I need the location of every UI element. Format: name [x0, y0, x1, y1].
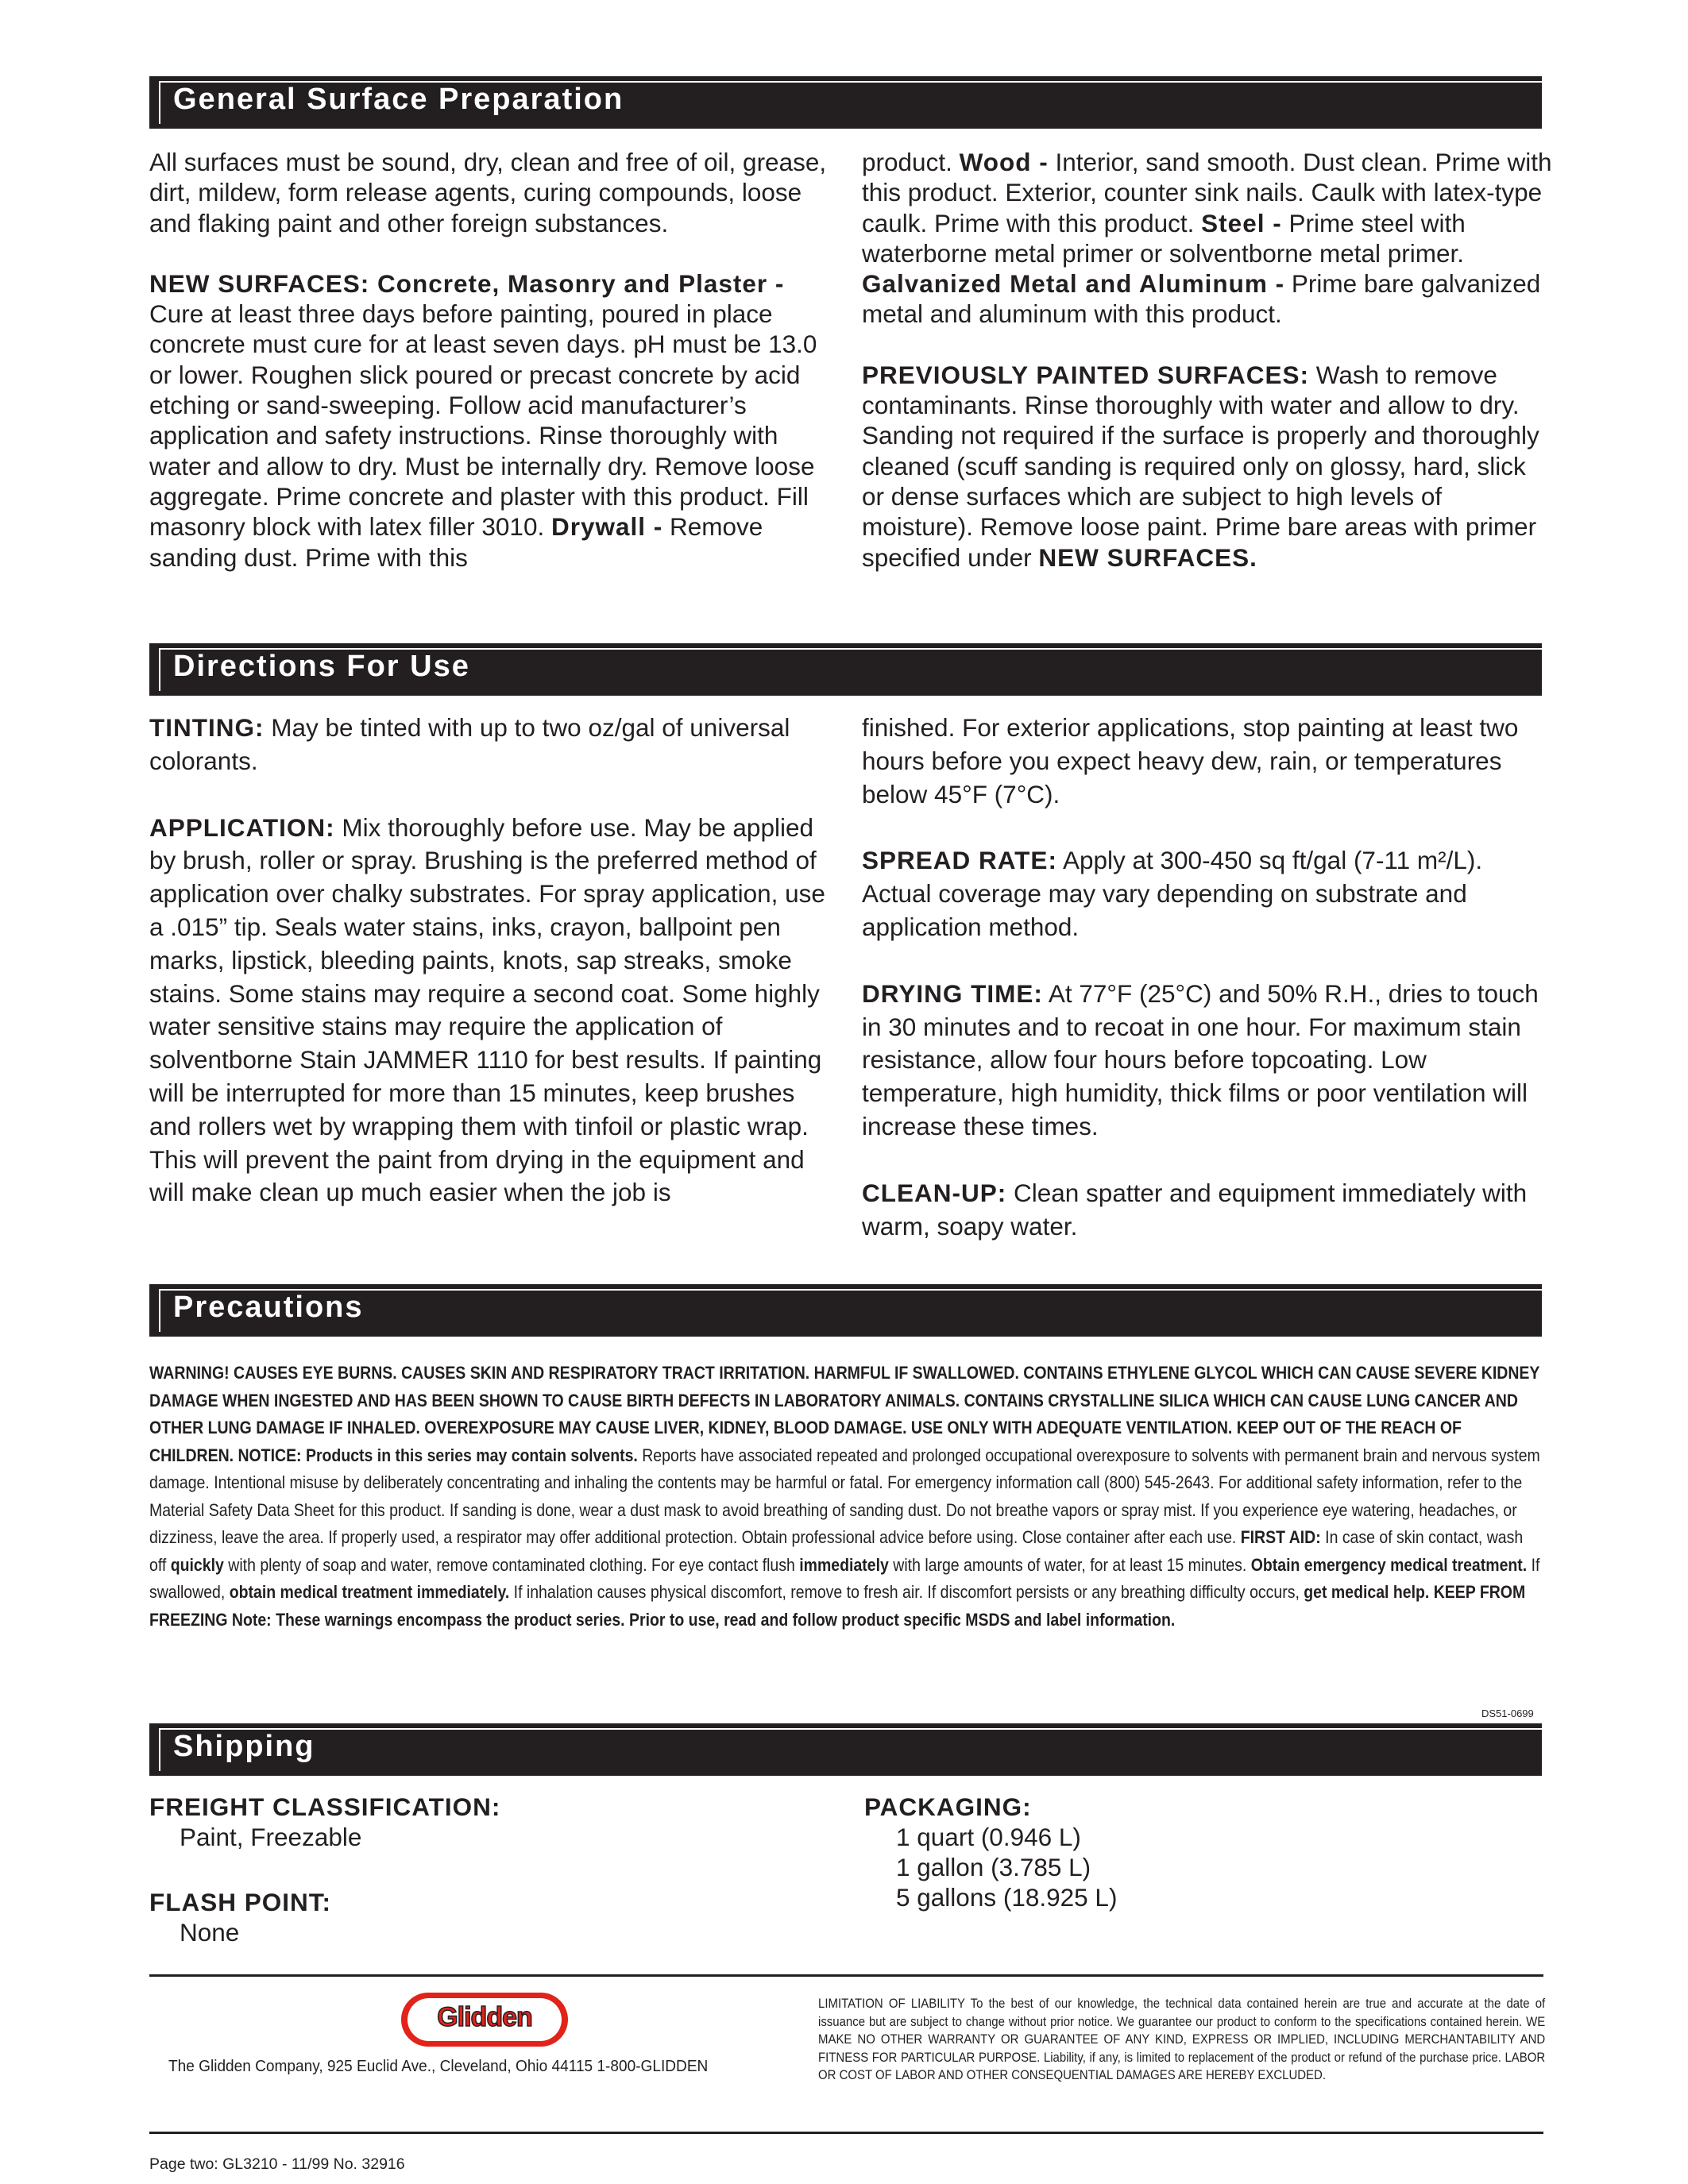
paragraph	[149, 812, 840, 1210]
label: PREVIOUSLY PAINTED SURFACES:	[862, 360, 1310, 389]
directions-right-column	[862, 712, 1553, 1243]
text: Clean spatter and equipment immediately with warm, soapy water.	[862, 1178, 1528, 1241]
shipping-right-column	[864, 1792, 1555, 1912]
section-header-directions	[149, 643, 1542, 696]
text: product.	[862, 148, 960, 176]
general-left-column	[149, 147, 840, 573]
general-right-column	[862, 147, 1553, 573]
label: Wood -	[959, 148, 1049, 176]
freight-label: FREIGHT CLASSIFICATION:	[149, 1792, 501, 1821]
section-header-shipping	[149, 1723, 1542, 1776]
packaging-item: 1 quart (0.946 L)	[896, 1823, 1081, 1851]
text: Interior, sand smooth. Dust clean. Prime with this product. Exterior, counter sink nails. Caulk with latex-type caulk. Prime with this product.	[862, 148, 1552, 237]
company-address: The Glidden Company, 925 Euclid Ave., Cleveland, Ohio 44115 1-800-GLIDDEN	[168, 2057, 709, 2075]
text: If inhalation causes physical discomfort, remove to fresh air. If discomfort persists or any breathing difficulty occurs,	[509, 1582, 1304, 1602]
paragraph	[862, 844, 1553, 943]
page-footer: Page two: GL3210 - 11/99 No. 32916	[149, 2155, 405, 2173]
text: Reports have associated repeated and prolonged occupational overexposure to solvents with permanent brain and nervous system damage. Intentional misuse by deliberately concentrating and inhaling the contents may be harmful or fatal. For emergency information call (800) 545-2643. For additional safety information, refer to the Material Safety Data Sheet for this product. If sanding is done, wear a dust mask to avoid breathing of sanding dust. Do not breathe vapors or spray mist. If you experience eye watering, headaches, or dizziness, leave the area. If properly used, a respirator may offer additional protection. Obtain professional advice before using. Close container after each use.	[149, 1445, 1540, 1547]
emphasis: immediately	[799, 1554, 889, 1575]
text: with plenty of soap and water, remove contaminated clothing. For eye contact flush	[223, 1554, 800, 1575]
section-header-general	[149, 76, 1542, 129]
section-title: Directions For Use	[173, 650, 470, 683]
paragraph	[862, 147, 1553, 330]
label: NEW SURFACES.	[1038, 542, 1257, 572]
section-title: Shipping	[173, 1730, 315, 1763]
freight-value: Paint, Freezable	[180, 1823, 362, 1851]
glidden-logo	[401, 1993, 568, 2047]
text: In case of skin contact, wash off	[149, 1527, 1524, 1575]
precautions-text	[149, 1360, 1543, 1634]
paragraph	[149, 712, 840, 778]
text: Apply at 300-450 sq ft/gal (7-11 m²/L). Actual coverage may vary depending on substrate and application method.	[862, 846, 1483, 941]
text: Remove sanding dust. Prime with this	[149, 512, 763, 572]
logo-text: Glidden	[437, 2002, 532, 2032]
text: If swallowed,	[149, 1554, 1540, 1602]
label: FIRST AID:	[1240, 1527, 1321, 1547]
label: TINTING:	[149, 713, 265, 742]
divider	[149, 2132, 1543, 2134]
label: NEW SURFACES: Concrete, Masonry and Plaster -	[149, 268, 785, 298]
paragraph	[862, 360, 1553, 573]
emphasis: quickly	[170, 1554, 224, 1575]
directions-left-column	[149, 712, 840, 1210]
flash-point-label: FLASH POINT:	[149, 1888, 331, 1916]
text: Mix thoroughly before use. May be applied by brush, roller or spray. Brushing is the preferred method of application over chalky substrates. For spray application, use a .015” tip. Seals water stains, inks, crayon, ballpoint pen marks, lipstick, bleeding paints, knots, sap streaks, smoke stains. Some stains may require a second coat. Some highly water sensitive stains may require the application of solventborne Stain JAMMER 1110 for best results. If painting will be interrupted for more than 15 minutes, keep brushes and rollers wet by wrapping them with tinfoil or plastic wrap. This will prevent the paint from drying in the equipment and will make clean up much easier when the job is	[149, 812, 825, 1207]
section-title: Precautions	[173, 1291, 364, 1324]
paragraph: finished. For exterior applications, stop painting at least two hours before you expect heavy dew, rain, or temperatures below 45°F (7°C).	[862, 713, 1519, 808]
label: CLEAN-UP:	[862, 1178, 1007, 1207]
text: with large amounts of water, for at least 15 minutes.	[888, 1554, 1251, 1575]
divider	[149, 1974, 1543, 1977]
text: Cure at least three days before painting, poured in place concrete must cure for at least seven days. pH must be 13.0 or lower. Roughen slick poured or precast concrete by acid etching or sand-sweeping. Follow acid manufacturer’s application and safety instructions. Rinse thoroughly with water and allow to dry. Must be internally dry. Remove loose aggregate. Prime concrete and plaster with this product. Fill masonry block with latex filler 3010.	[149, 299, 817, 542]
section-title: General Surface Preparation	[173, 83, 624, 116]
paragraph: All surfaces must be sound, dry, clean and free of oil, grease, dirt, mildew, form release agents, curing compounds, loose and flaking paint and other foreign substances.	[149, 148, 827, 237]
emphasis: get medical help. KEEP FROM FREEZING Note: These warnings encompass the product series. Prior to use, read and follow product specific MSDS and label information.	[149, 1582, 1526, 1630]
section-header-precautions	[149, 1284, 1542, 1337]
liability-notice: LIMITATION OF LIABILITY To the best of our knowledge, the technical data contained herein are true and accurate at the date of issuance but are subject to change without prior notice. We guarantee our product to conform to the specifications contained herein. WE MAKE NO OTHER WARRANTY OR GUARANTEE OF ANY KIND, EXPRESS OR IMPLIED, INCLUDING MERCHANTABILITY AND FITNESS FOR PARTICULAR PURPOSE. Liability, if any, is limited to replacement of the product or refund of the purchase price. LABOR OR COST OF LABOR AND OTHER CONSEQUENTIAL DAMAGES ARE HEREBY EXCLUDED.	[818, 1996, 1546, 2082]
emphasis: Obtain emergency medical treatment.	[1250, 1554, 1528, 1575]
warning: WARNING! CAUSES EYE BURNS. CAUSES SKIN AND RESPIRATORY TRACT IRRITATION. HARMFUL IF SWALLOWED. CONTAINS ETHYLENE GLYCOL WHICH CAN CAUSE SEVERE KIDNEY DAMAGE WHEN INGESTED AND HAS BEEN SHOWN TO CAUSE BIRTH DEFECTS IN LABORATORY ANIMALS. CONTAINS CRYSTALLINE SILICA WHICH CAN CAUSE LUNG CANCER AND OTHER LUNG DAMAGE IF INHALED. OVEREXPOSURE MAY CAUSE LIVER, KIDNEY, BLOOD DAMAGE. USE ONLY WITH ADEQUATE VENTILATION. KEEP OUT OF THE REACH OF CHILDREN. NOTICE: Products in this series may contain solvents.	[149, 1363, 1540, 1465]
label: Galvanized Metal and Aluminum -	[862, 269, 1285, 299]
paragraph	[149, 268, 840, 573]
label: DRYING TIME:	[862, 978, 1043, 1008]
paragraph	[862, 1177, 1553, 1244]
flash-point-value: None	[180, 1918, 240, 1947]
text: Prime steel with waterborne metal primer or solventborne metal primer.	[862, 208, 1466, 268]
label: SPREAD RATE:	[862, 846, 1057, 875]
packaging-item: 5 gallons (18.925 L)	[896, 1883, 1118, 1912]
packaging-item: 1 gallon (3.785 L)	[896, 1853, 1091, 1881]
emphasis: obtain medical treatment immediately.	[229, 1582, 510, 1602]
text: At 77°F (25°C) and 50% R.H., dries to touch in 30 minutes and to recoat in one hour. For maximum stain resistance, allow four hours before topcoating. Low temperature, high humidity, thick films or poor ventilation will increase these times.	[862, 978, 1539, 1140]
document-code: DS51-0699	[1481, 1707, 1534, 1719]
shipping-left-column	[149, 1792, 840, 1947]
text: Wash to remove contaminants. Rinse thoroughly with water and allow to dry. Sanding not required if the surface is properly and thoroughly cleaned (scuff sanding is required only on glossy, hard, slick or dense surfaces which are subject to high levels of moisture). Remove loose paint. Prime bare areas with primer specified under	[862, 360, 1539, 572]
text: May be tinted with up to two oz/gal of universal colorants.	[149, 713, 790, 775]
paragraph	[862, 978, 1553, 1144]
label: Steel -	[1201, 208, 1282, 237]
label: Drywall -	[550, 512, 663, 542]
packaging-label: PACKAGING:	[864, 1792, 1032, 1821]
label: APPLICATION:	[149, 812, 335, 842]
text: Prime bare galvanized metal and aluminum with this product.	[862, 269, 1541, 329]
